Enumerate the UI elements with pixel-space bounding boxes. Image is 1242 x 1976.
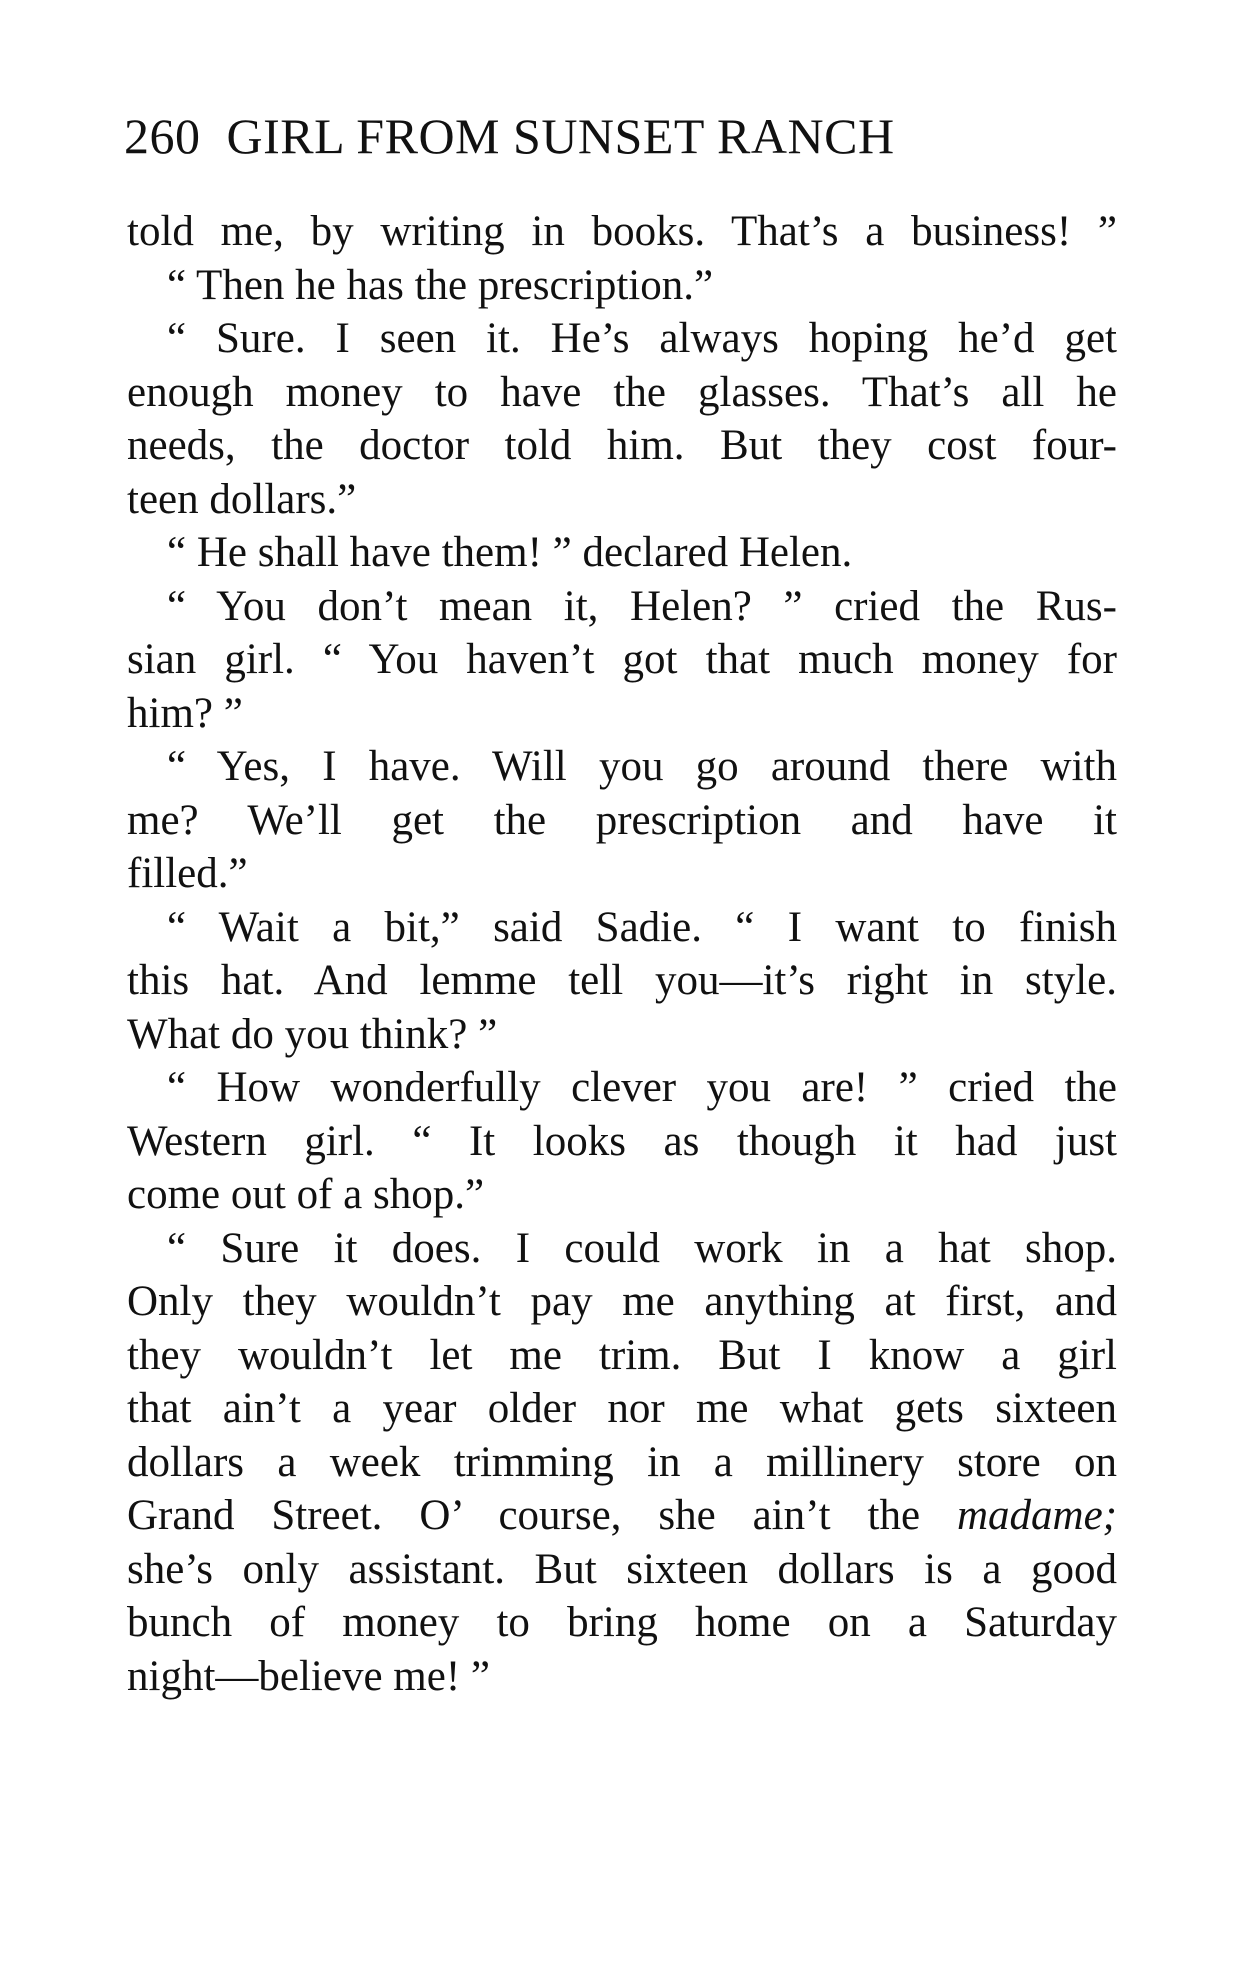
text-line: bunch of money to bring home on a Saturday [127, 1599, 1117, 1646]
text-line: Western girl. “ It looks as though it had just [127, 1117, 1117, 1165]
text-line: night—believe me! ” [127, 1652, 490, 1700]
text-line [127, 1489, 1117, 1543]
text-line: “ Sure. I seen it. He’s always hoping he’d get [167, 315, 1117, 362]
text-line: “ You don’t mean it, Helen? ” cried the Rus- [167, 582, 1117, 630]
text-line: filled.” [127, 850, 248, 897]
text-line: Only they wouldn’t pay me anything at first, and [127, 1278, 1117, 1325]
body-text [127, 205, 1117, 1703]
text-line: dollars a week trimming in a millinery store on [127, 1438, 1117, 1486]
text-line: that ain’t a year older nor me what gets sixteen [127, 1385, 1117, 1432]
text-line: teen dollars.” [127, 475, 357, 523]
text-line: “ Wait a bit,” said Sadie. “ I want to finish [167, 903, 1117, 951]
text-line: him? ” [127, 689, 243, 737]
text-line: me? We’ll get the prescription and have it [127, 796, 1117, 844]
italic-word: madame; [956, 1492, 1117, 1539]
text-line: come out of a shop.” [127, 1171, 485, 1218]
text-line: “ Then he has the prescription.” [167, 261, 714, 309]
text-line: they wouldn’t let me trim. But I know a girl [127, 1331, 1117, 1379]
text-line: What do you think? ” [127, 1010, 498, 1058]
text-line: “ How wonderfully clever you are! ” cried the [167, 1064, 1117, 1111]
text-line: sian girl. “ You haven’t got that much money for [127, 636, 1117, 683]
text-line: “ He shall have them! ” declared Helen. [167, 529, 853, 576]
running-head [124, 100, 1120, 172]
text-line: “ Yes, I have. Will you go around there with [167, 743, 1117, 790]
text-line: this hat. And lemme tell you—it’s right in style. [127, 957, 1117, 1004]
text-line: she’s only assistant. But sixteen dollars is a good [127, 1545, 1117, 1593]
text-line: told me, by writing in books. That’s a business! ” [127, 208, 1117, 255]
page-number: 260 [124, 108, 201, 164]
text-line: needs, the doctor told him. But they cost four- [127, 422, 1117, 469]
running-title: GIRL FROM SUNSET RANCH [226, 108, 895, 164]
text-line-segment: Grand Street. O’ course, she ain’t the [127, 1492, 957, 1539]
text-line: “ Sure it does. I could work in a hat shop. [167, 1224, 1117, 1272]
text-line: enough money to have the glasses. That’s all he [127, 368, 1117, 416]
